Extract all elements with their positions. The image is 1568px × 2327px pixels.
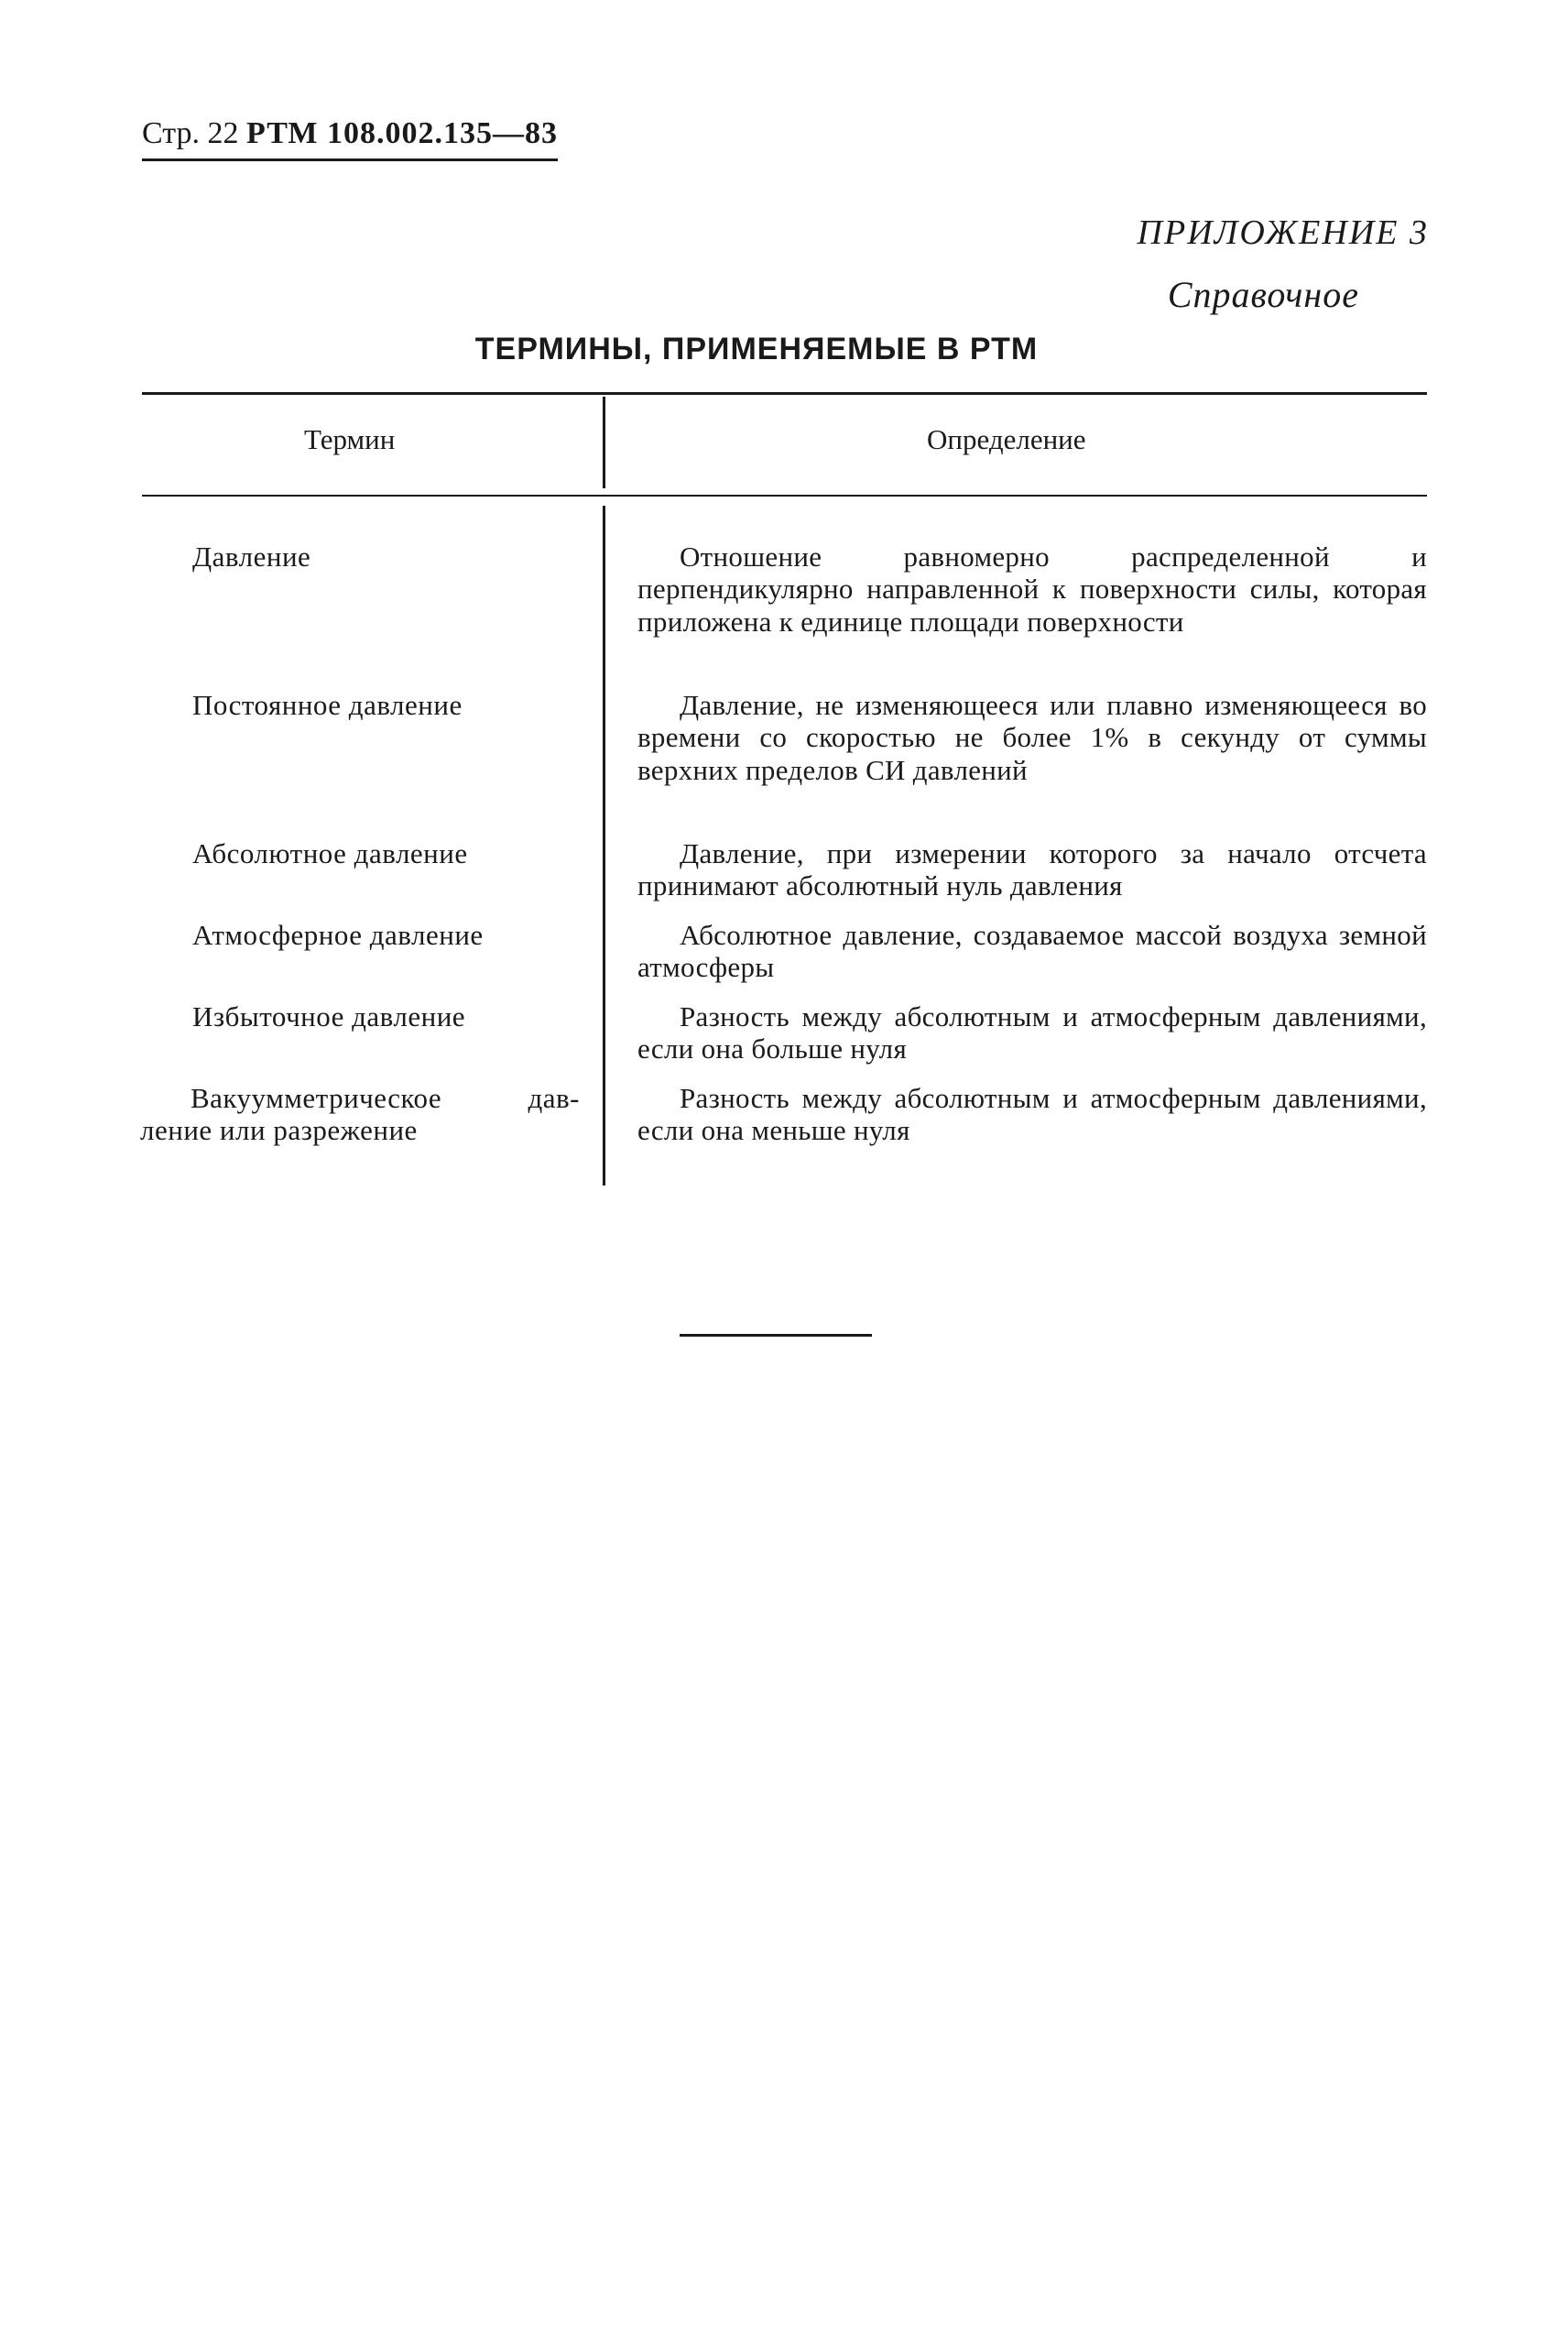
table-top-rule xyxy=(142,392,1427,395)
definition-cell: Разность между абсолютным и атмосферным давлениями, если она меньше нуля xyxy=(637,1082,1427,1147)
appendix-type: Справочное xyxy=(1167,274,1359,315)
term-cell xyxy=(140,1082,580,1147)
term-cell: Давление xyxy=(192,541,311,573)
term-cell: Абсолютное давление xyxy=(192,837,468,869)
term-cell: Атмосферное давление xyxy=(192,919,484,951)
definition-cell: Разность между абсолютным и атмосферным давлениями, если она больше нуля xyxy=(637,1000,1427,1065)
term-line: ление или разрежение xyxy=(140,1114,418,1147)
table-title xyxy=(0,332,1568,367)
end-of-document-rule xyxy=(680,1334,872,1337)
definition-cell: Давление, при измерении которого за начало отсчета принимают абсолютный нуль давления xyxy=(637,837,1427,902)
table-title-text: ТЕРМИНЫ, ПРИМЕНЯЕМЫЕ В РТМ xyxy=(474,332,1039,366)
term-line: Вакуумметрическое дав- xyxy=(191,1082,580,1114)
appendix-label: ПРИЛОЖЕНИЕ 3 xyxy=(1137,213,1429,252)
definition-cell: Давление, не изменяющееся или плавно изменяющееся во времени со скоростью не более 1% в секунду от суммы верхних пределов СИ давлений xyxy=(637,689,1427,786)
column-header-definition: Определение xyxy=(927,423,1086,455)
document-code: РТМ 108.002.135—83 xyxy=(246,116,559,150)
definition-cell: Абсолютное давление, создаваемое массой воздуха земной атмосферы xyxy=(637,919,1427,984)
body-column-divider xyxy=(603,506,605,1185)
header-column-divider xyxy=(603,397,605,488)
column-header-term: Термин xyxy=(304,423,396,455)
definition-cell: Отношение равномерно распределенной и перпендикулярно направленной к поверхности силы, которая приложена к единице площади поверхности xyxy=(637,541,1427,638)
table-header-rule xyxy=(142,495,1427,497)
page-number: Стр. 22 xyxy=(142,116,239,150)
term-cell: Избыточное давление xyxy=(192,1000,466,1032)
page-header xyxy=(142,115,558,161)
term-cell: Постоянное давление xyxy=(192,689,463,721)
